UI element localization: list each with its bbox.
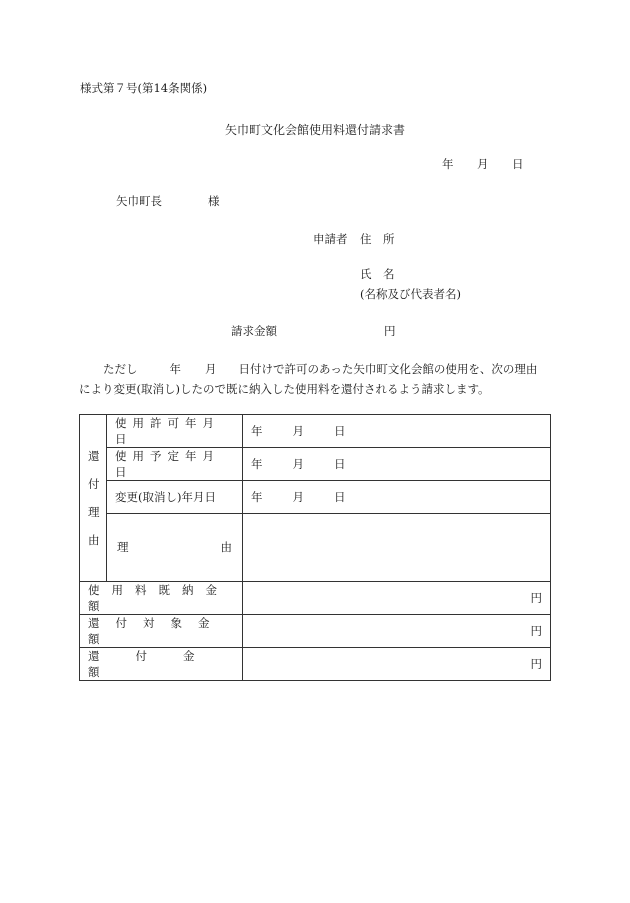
request-amount-label: 請求金額 — [231, 324, 277, 338]
paid-fee-field[interactable]: 円 — [243, 581, 551, 614]
date-month-label: 月 — [477, 157, 489, 171]
addressee-name: 矢巾町長 — [116, 194, 162, 208]
statement-month: 月 — [205, 362, 217, 376]
scheduled-date-field[interactable]: 年 月 日 — [243, 448, 551, 481]
applicant-label: 申請者 — [313, 232, 348, 246]
form-number: 様式第７号(第14条関係) — [80, 81, 208, 95]
change-date-label: 変更(取消し)年月日 — [107, 481, 243, 514]
document-title: 矢巾町文化会館使用料還付請求書 — [224, 123, 405, 137]
refund-amount-label: 還付金額 — [80, 647, 243, 680]
statement-line1: 日付けで許可のあった矢巾町文化会館の使用を、次の理由 — [238, 362, 538, 376]
date-year-label: 年 — [442, 157, 454, 171]
request-amount-unit: 円 — [384, 324, 396, 338]
reason-label: 理 由 — [107, 514, 243, 581]
refund-reason-header: 還 付 理 由 — [80, 415, 107, 582]
permit-date-field[interactable]: 年 月 日 — [243, 415, 551, 448]
name-label: 氏 名 — [360, 267, 395, 281]
statement-prefix: ただし — [103, 362, 138, 376]
request-statement — [79, 359, 538, 399]
refund-target-label: 還付対象金額 — [80, 614, 243, 647]
address-label: 住 所 — [360, 232, 395, 246]
name-note: (名称及び代表者名) — [360, 287, 461, 301]
statement-line2: により変更(取消し)したので既に納入した使用料を還付されるよう請求します。 — [79, 382, 490, 396]
statement-year: 年 — [169, 362, 181, 376]
scheduled-date-label: 使用予定年月日 — [107, 448, 243, 481]
refund-target-field[interactable]: 円 — [243, 614, 551, 647]
paid-fee-label: 使用料既納金額 — [80, 581, 243, 614]
refund-details-table — [79, 414, 551, 681]
change-date-field[interactable]: 年 月 日 — [243, 481, 551, 514]
date-day-label: 日 — [512, 157, 524, 171]
addressee-honorific: 様 — [208, 194, 220, 208]
reason-field[interactable] — [243, 514, 551, 581]
refund-amount-field[interactable]: 円 — [243, 647, 551, 680]
permit-date-label: 使用許可年月日 — [107, 415, 243, 448]
